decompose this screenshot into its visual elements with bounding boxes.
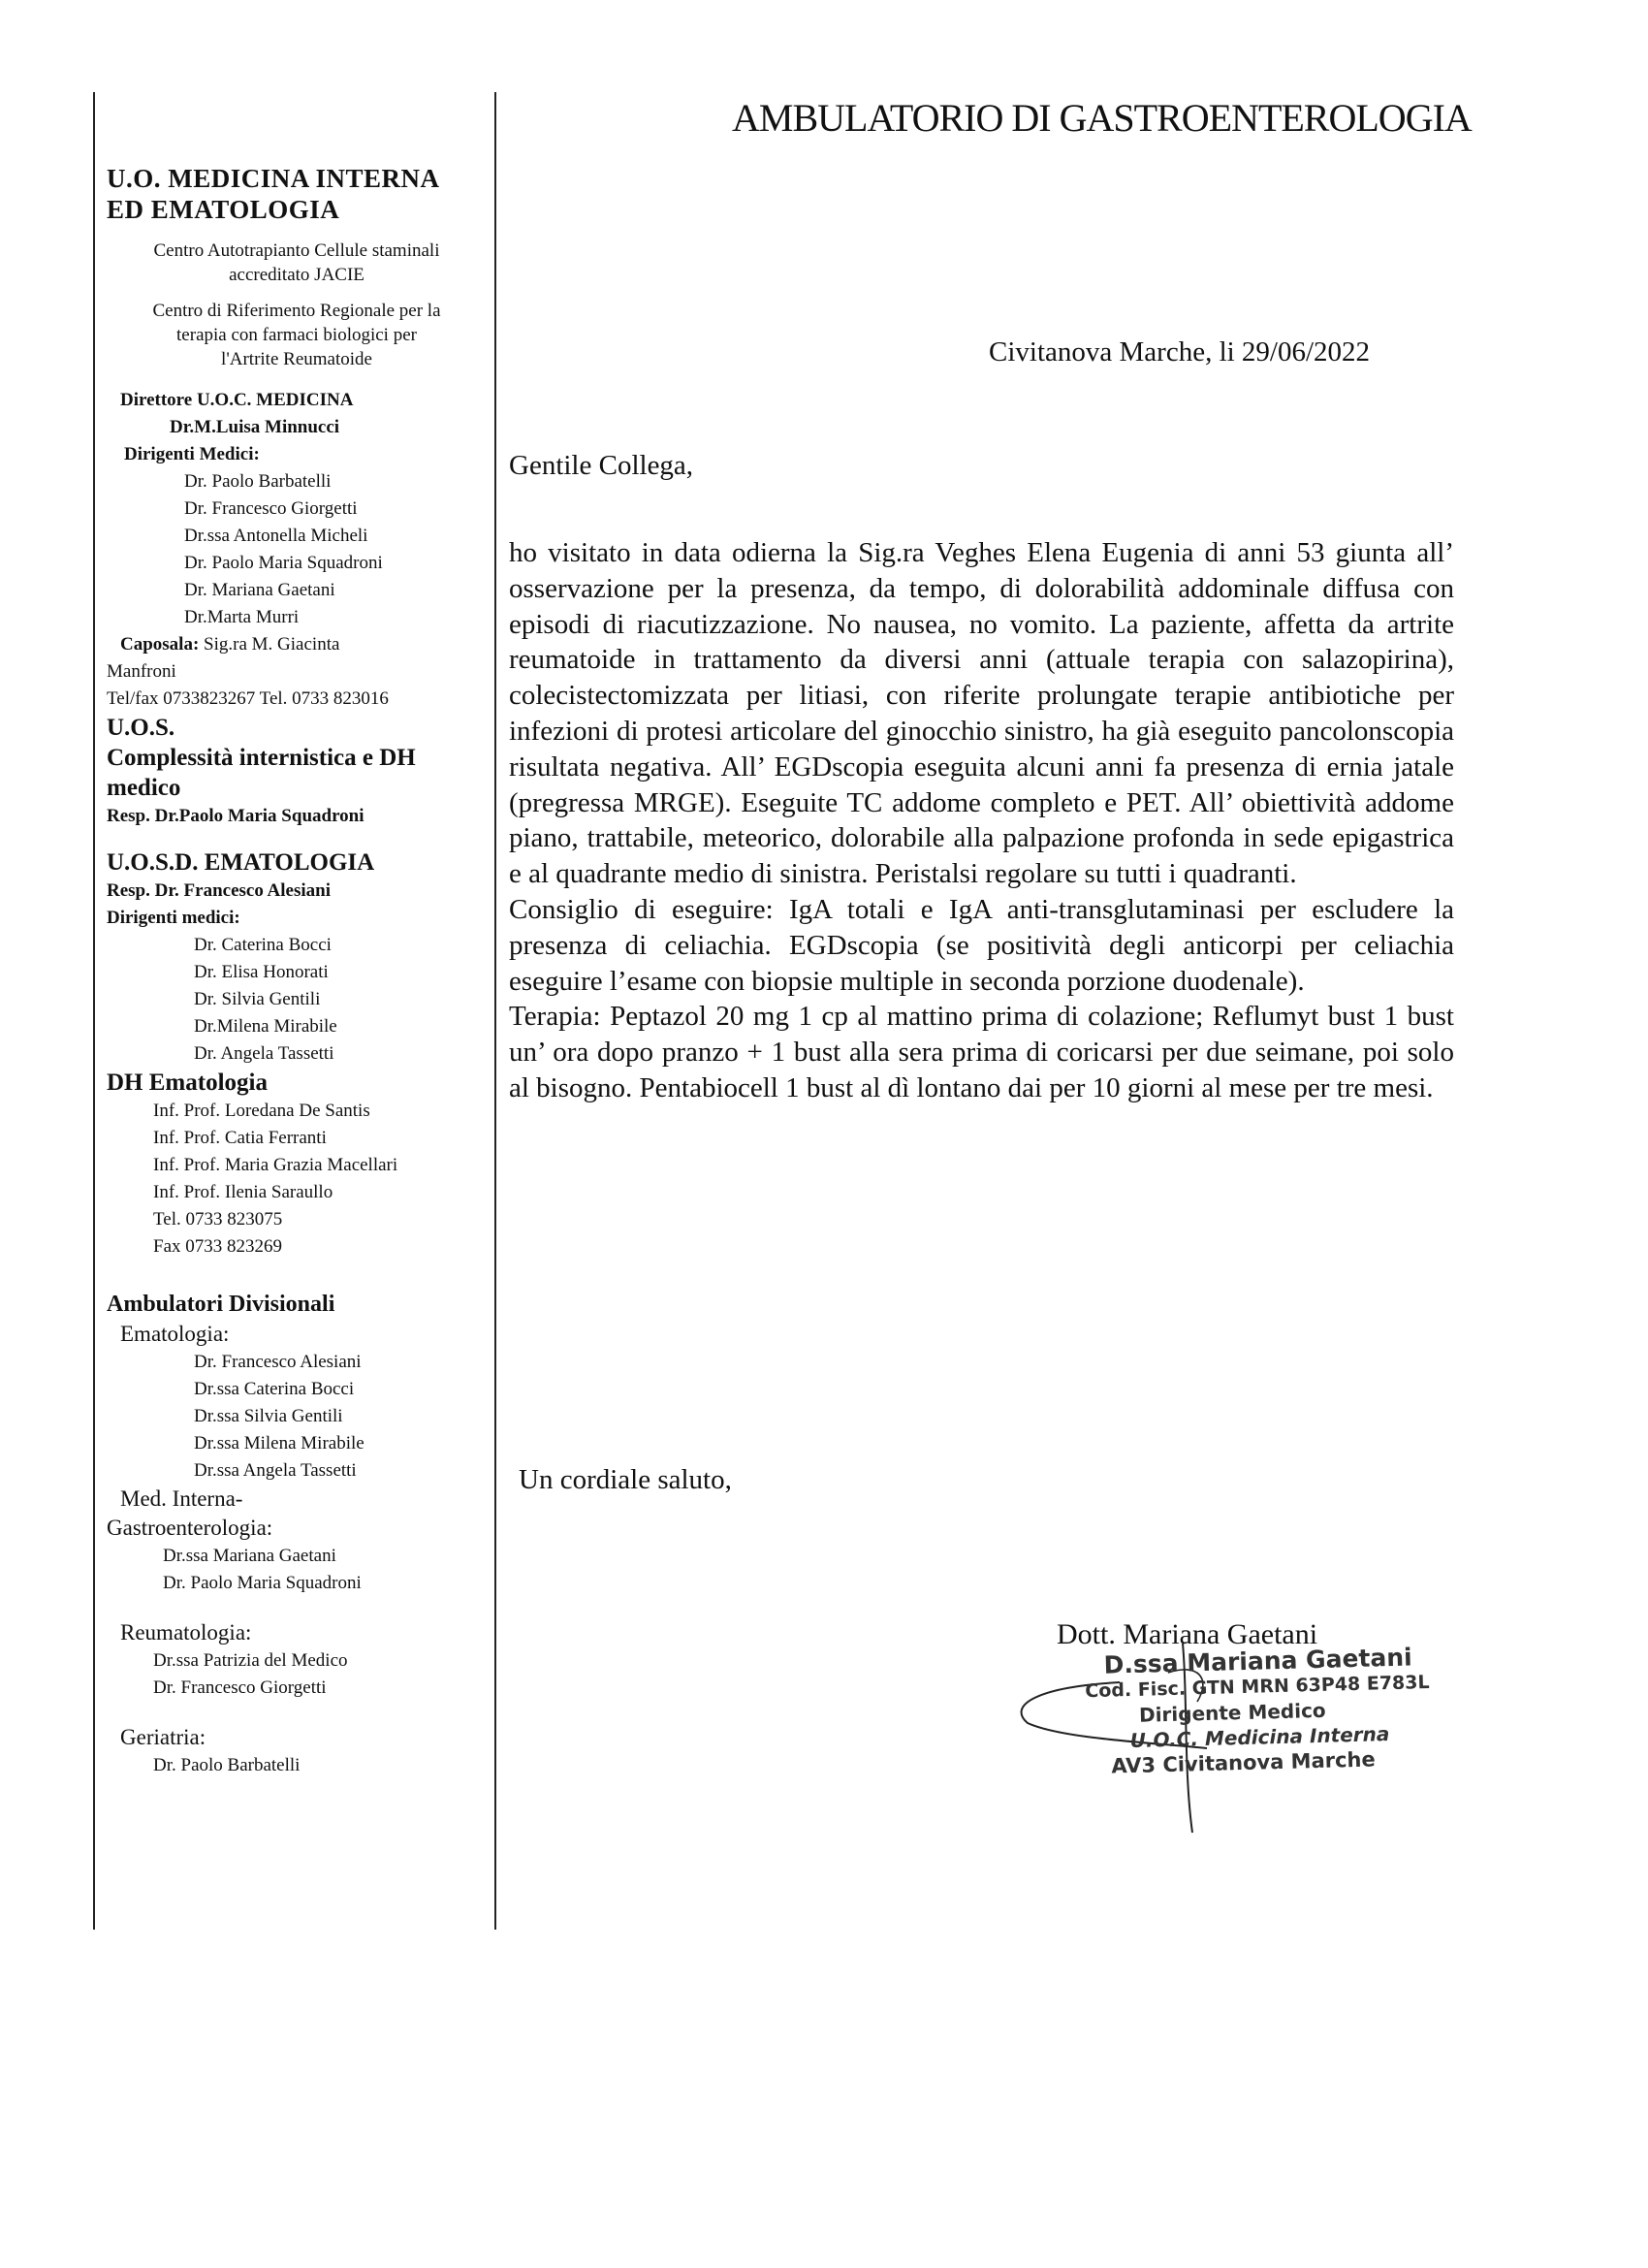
reference-center-line1: Centro di Riferimento Regionale per la	[152, 301, 441, 321]
uos-title: U.O.S.	[107, 715, 175, 741]
uosd-dirigenti-label: Dirigenti medici:	[107, 908, 240, 928]
stamp-line-unit: U.O.C. Medicina Interna	[1129, 1722, 1390, 1753]
uosd-dirigente-item: Dr. Silvia Gentili	[194, 989, 321, 1009]
medint-label-line2: Gastroenterologia:	[107, 1516, 273, 1540]
stamp-line-location: AV3 Civitanova Marche	[1111, 1747, 1376, 1778]
medint-staff-item: Dr.ssa Mariana Gaetani	[163, 1546, 336, 1566]
column-divider-rule	[494, 92, 496, 1930]
uos-resp: Resp. Dr.Paolo Maria Squadroni	[107, 806, 364, 826]
stamp-line-tax-code: Cod. Fisc. GTN MRN 63P48 E783L	[1085, 1671, 1430, 1703]
greeting: Gentile Collega,	[509, 450, 694, 481]
dh-staff-item: Inf. Prof. Ilenia Saraullo	[153, 1182, 333, 1202]
caposala-label: Caposala:	[120, 634, 200, 655]
uosd-dirigente-item: Dr. Caterina Bocci	[194, 935, 332, 955]
dirigente-item: Dr. Paolo Maria Squadroni	[184, 553, 383, 573]
medint-staff-item: Dr. Paolo Maria Squadroni	[163, 1573, 362, 1593]
stamp-line-role: Dirigente Medico	[1138, 1698, 1326, 1727]
dirigente-item: Dr. Mariana Gaetani	[184, 580, 335, 600]
medint-label-line1: Med. Interna-	[120, 1486, 243, 1511]
left-border-rule	[93, 92, 95, 1930]
geriatria-label: Geriatria:	[120, 1725, 206, 1749]
uos-subtitle-line1: Complessità internistica e DH	[107, 745, 416, 771]
uosd-dirigente-item: Dr. Angela Tassetti	[194, 1043, 334, 1064]
uosd-dirigente-item: Dr.Milena Mirabile	[194, 1016, 337, 1037]
letterhead-sidebar	[107, 163, 487, 1779]
reuma-staff-item: Dr. Francesco Giorgetti	[153, 1677, 327, 1698]
caposala-line	[107, 631, 487, 658]
jacie-note-line1: Centro Autotrapianto Cellule staminali	[153, 240, 440, 261]
paragraph-anamnesis: ho visitato in data odierna la Sig.ra Veghes Elena Eugenia di anni 53 giunta all’ osservazione per la presenza, da tempo, di dolorabilità addominale diffusa con episodi di riacutizzazione. No nausea, no vomito. La paziente, affetta da artrite reumatoide in trattamento da diversi anni (attuale terapia con salazopirina), colecistectomizzata per litiasi, con riferite prolungate terapie antibiotiche per infezioni di protesi articolare del ginocchio sinistro, ha già eseguito pancolonscopia risultata negativa. All’ EGDscopia eseguita alcuni anni fa presenza di ernia jatale (pregressa MRGE). Eseguite TC addome completo e PET. All’ obiettività addome piano, trattabile, meteorico, dolorabile alla palpazione profonda in sede epigastrica e al quadrante medio di sinistra. Peristalsi regolare su tutti i quadranti.	[509, 537, 1454, 890]
dirigente-item: Dr.ssa Antonella Micheli	[184, 526, 368, 546]
uos-subtitle-line2: medico	[107, 775, 181, 801]
ematologia-staff-item: Dr.ssa Caterina Bocci	[194, 1379, 355, 1399]
ematologia-staff-item: Dr.ssa Milena Mirabile	[194, 1433, 364, 1453]
phone-line: Tel/fax 0733823267 Tel. 0733 823016	[107, 688, 389, 709]
jacie-note-line2: accreditato JACIE	[229, 265, 364, 285]
letter-paragraphs	[509, 535, 1454, 1106]
ambulatori-title: Ambulatori Divisionali	[107, 1292, 335, 1317]
director-label: Direttore U.O.C. MEDICINA	[120, 390, 354, 410]
date-line: Civitanova Marche, li 29/06/2022	[989, 336, 1371, 367]
paragraph-therapy: Terapia: Peptazol 20 mg 1 cp al mattino prima di colazione; Reflumyt bust 1 bust un’ ora dopo pranzo + 1 bust alla sera prima di coricarsi per due seimane, poi solo al bisogno. Pentabiocell 1 bust al dì lontano dai per 10 giorni al mese per tre mesi.	[509, 1001, 1454, 1103]
reuma-label: Reumatologia:	[120, 1620, 252, 1645]
ematologia-staff-item: Dr.ssa Angela Tassetti	[194, 1460, 357, 1481]
dirigente-item: Dr. Paolo Barbatelli	[184, 471, 332, 492]
ematologia-staff-item: Dr.ssa Silvia Gentili	[194, 1406, 343, 1426]
reuma-staff-item: Dr.ssa Patrizia del Medico	[153, 1650, 348, 1671]
uosd-title: U.O.S.D. EMATOLOGIA	[107, 849, 375, 876]
dh-phone: Tel. 0733 823075	[153, 1209, 283, 1230]
dh-staff-item: Inf. Prof. Maria Grazia Macellari	[153, 1155, 398, 1175]
geriatria-staff-item: Dr. Paolo Barbatelli	[153, 1755, 301, 1775]
dh-staff-item: Inf. Prof. Catia Ferranti	[153, 1128, 327, 1148]
dh-staff-item: Inf. Prof. Loredana De Santis	[153, 1101, 370, 1121]
doctor-stamp	[1084, 1644, 1474, 1779]
reference-center-line3: l'Artrite Reumatoide	[221, 349, 372, 369]
dept-title-line1: U.O. MEDICINA INTERNA	[107, 164, 440, 193]
signature-name: Dott. Mariana Gaetani	[1057, 1618, 1318, 1650]
reference-center-line2: terapia con farmaci biologici per	[176, 325, 417, 345]
caposala-name: Sig.ra M. Giacinta	[204, 634, 340, 655]
ematologia-label: Ematologia:	[120, 1322, 230, 1346]
caposala-name-cont: Manfroni	[107, 661, 176, 682]
closing-salutation: Un cordiale saluto,	[519, 1464, 732, 1495]
dh-fax: Fax 0733 823269	[153, 1236, 282, 1257]
uosd-dirigente-item: Dr. Elisa Honorati	[194, 962, 329, 982]
uosd-resp: Resp. Dr. Francesco Alesiani	[107, 880, 331, 901]
director-name: Dr.M.Luisa Minnucci	[170, 417, 340, 437]
dh-title: DH Ematologia	[107, 1070, 268, 1096]
ematologia-staff-item: Dr. Francesco Alesiani	[194, 1352, 362, 1372]
dirigenti-label: Dirigenti Medici:	[124, 444, 260, 464]
clinic-title: AMBULATORIO DI GASTROENTEROLOGIA	[732, 96, 1472, 140]
dirigente-item: Dr. Francesco Giorgetti	[184, 498, 358, 519]
dirigente-item: Dr.Marta Murri	[184, 607, 300, 627]
stamp-line-name: D.ssa Mariana Gaetani	[1103, 1643, 1412, 1679]
dept-title-line2: ED EMATOLOGIA	[107, 195, 340, 224]
paragraph-advice: Consiglio di eseguire: IgA totali e IgA anti-transglutaminasi per escludere la presenza di celiachia. EGDscopia (se positività degli anticorpi per celiachia eseguire l’esame con biopsie multiple in seconda porzione duodenale).	[509, 893, 1454, 997]
